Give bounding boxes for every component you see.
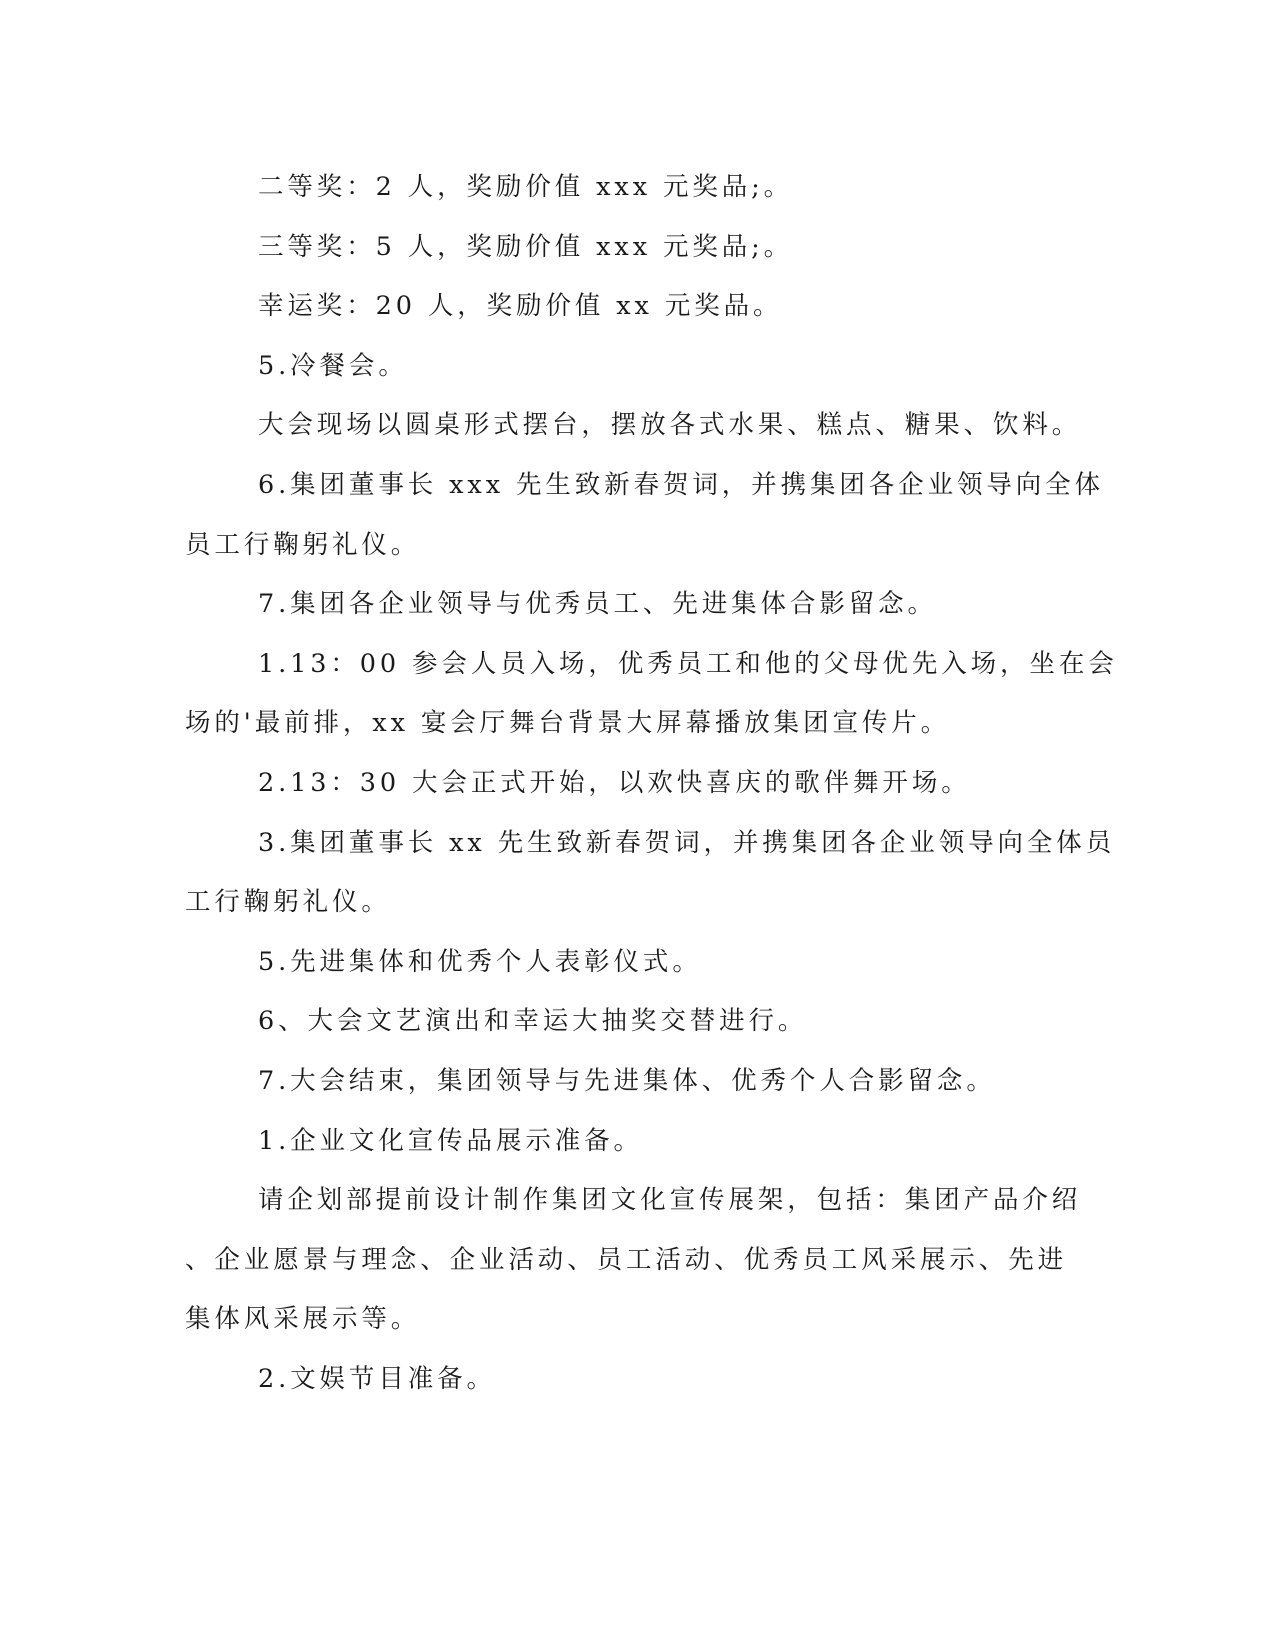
- paragraph-display-racks-cont-1: 、企业愿景与理念、企业活动、员工活动、优秀员工风采展示、先进: [185, 1244, 1068, 1275]
- paragraph-lucky-prize: 幸运奖：20 人，奖励价值 xx 元奖品。: [258, 291, 783, 322]
- paragraph-chairman-speech-1-cont: 员工行鞠躬礼仪。: [185, 529, 421, 560]
- paragraph-second-prize: 二等奖：2 人，奖励价值 xxx 元奖品;。: [258, 172, 794, 202]
- paragraph-chairman-speech-2: 3.集团董事长 xx 先生致新春贺词，并携集团各企业领导向全体员: [258, 827, 1116, 858]
- heading-cold-buffet: 5.冷餐会。: [258, 350, 408, 381]
- paragraph-display-racks-cont-2: 集体风采展示等。: [185, 1304, 421, 1335]
- heading-entertainment: 2.文娱节目准备。: [258, 1363, 496, 1394]
- paragraph-entry: 1.13：00 参会人员入场，优秀员工和他的父母优先入场，坐在会: [258, 648, 1118, 679]
- paragraph-third-prize: 三等奖：5 人，奖励价值 xxx 元奖品;。: [258, 231, 794, 262]
- paragraph-opening: 2.13：30 大会正式开始，以欢快喜庆的歌伴舞开场。: [258, 767, 971, 798]
- document-body: [185, 158, 1118, 1409]
- paragraph-buffet-setup: 大会现场以圆桌形式摆台，摆放各式水果、糕点、糖果、饮料。: [258, 410, 1082, 441]
- paragraph-display-racks: 请企划部提前设计制作集团文化宣传展架，包括：集团产品介绍: [258, 1185, 1082, 1216]
- paragraph-entry-cont: 场的'最前排，xx 宴会厅舞台背景大屏幕播放集团宣传片。: [185, 708, 951, 739]
- heading-culture-display: 1.企业文化宣传品展示准备。: [258, 1125, 643, 1156]
- paragraph-chairman-speech-1: 6.集团董事长 xxx 先生致新春贺词，并携集团各企业领导向全体: [258, 469, 1104, 500]
- paragraph-performances: 6、大会文艺演出和幸运大抽奖交替进行。: [258, 1006, 808, 1037]
- paragraph-group-photo-1: 7.集团各企业领导与优秀员工、先进集体合影留念。: [258, 589, 937, 620]
- paragraph-awards-ceremony: 5.先进集体和优秀个人表彰仪式。: [258, 946, 702, 977]
- paragraph-closing: 7.大会结束，集团领导与先进集体、优秀个人合影留念。: [258, 1065, 996, 1096]
- paragraph-chairman-speech-2-cont: 工行鞠躬礼仪。: [185, 887, 391, 918]
